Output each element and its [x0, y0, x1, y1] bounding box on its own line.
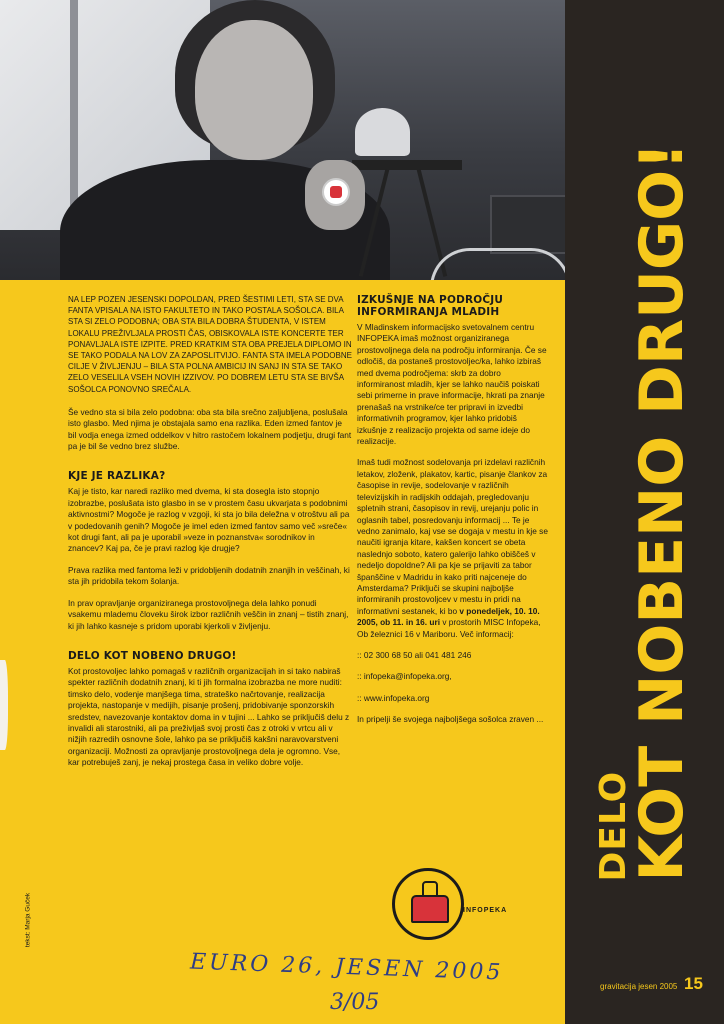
logo-wordmark: INFOPEKA — [463, 907, 508, 914]
paragraph: Kot prostovoljec lahko pomagaš v različnih organizacijah in si tako nabiraš spekter različnih dodatnih znanj, ki ti jih formalna izobrazba ne more nuditi: timsko delo, vodenje manjšega tima, strateško načrtovanje, realizacija projekta, nastopanje v medijih, pisanje prošenj, pridobivanje sponzorskih sredstev, navezovanje kontaktov doma in v tujini ... Lahko se priključiš delu z invalidi ali starostniki, ali pa preživljaš svoj prosti čas z otroki v vrtcu ali v nižjih razredih osnovne šole, lahko pa se priključiš kakšni naravovarstveni organizaciji. Možnosti za opravljanje prostovoljnega dela je ogromno. Vse, kar potrebuješ zanj, je nekaj prostega časa in veliko dobre volje. — [68, 665, 350, 768]
paragraph: Kaj je tisto, kar naredi razliko med dvema, ki sta dosegla isto stopnjo izobrazbe, poslušata isto glasbo in se v prostem času ukvarjata s podobnimi aktivnostmi? Mogoče je razlog v vzgoji, ki sta jo bila deležna v otroštvu ali pa v podedovanih genih? Mogoče je imel eden izmed fantov samo več »sreče« kot drugi fant, ali pa je uporabil »veze in poznanstva« sorodnikov in znancev? Kaj pa, če je pravi razlog kje drugje? — [68, 486, 350, 554]
article-column-left — [68, 294, 352, 779]
article-column-right — [357, 294, 549, 736]
section-heading: DELO KOT NOBENO DRUGO! — [68, 649, 237, 662]
vertical-title — [593, 142, 697, 882]
page-number: 15 — [684, 974, 703, 993]
section-heading: KJE JE RAZLIKA? — [68, 470, 166, 483]
photo-girl-with-badge — [0, 0, 565, 280]
handwritten-note: EURO 26, JESEN 2005 — [189, 949, 504, 986]
paragraph: V Mladinskem informacijsko svetovalnem centru INFOPEKA imaš možnost organiziranega prostovoljnega dela na področju informiranja. Če se odločiš, da postaneš prostovoljec/ka, lahko izbiraš med dvema področjema: skrb za dobro informiranost mladih, kjer se lahko naučiš poiskati sebi primerne in prave informacije, hkrati pa znanje prenašaš na vrstnike/ce ter pripravi in izvedbi informativnih programov, kjer lahko pridobiš izkušnje z realizacijo projekta od same ideje do realizacije. — [357, 322, 547, 447]
contact-email: :: infopeka@infopeka.org, — [357, 671, 452, 682]
paragraph — [357, 457, 549, 640]
paragraph: In pripelji še svojega najboljšega sošolca zraven ... — [357, 714, 544, 725]
section-heading: IZKUŠNJE NA PODROČJU INFORMIRANJA MLADIH — [357, 294, 504, 318]
paragraph: Prava razlika med fantoma leži v pridobljenih dodatnih znanjih in veščinah, ki sta jih pridobila tekom šolanja. — [68, 564, 350, 587]
contact-web: :: www.infopeka.org — [357, 692, 430, 703]
infopeka-logo — [392, 868, 464, 940]
paragraph: In prav opravljanje organiziranega prostovoljnega dela lahko ponudi vsakemu mlademu človeku širok izbor različnih veščin in znanj – tistih znanj, ki jih lahko kasneje s pridom uporabi kjerkoli v življenju. — [68, 597, 349, 631]
badge-icon — [322, 178, 350, 206]
toaster-icon — [411, 895, 449, 923]
intro-paragraph: NA LEP POZEN JESENSKI DOPOLDAN, PRED ŠESTIMI LETI, STA SE DVA FANTA VPISALA NA ISTO FAKULTETO IN TAKO POSTALA SOŠOLCA. BILA STA SI ZELO PODOBNA; OBA STA BILA DOBRA ŠTUDENTA, V ISTEM LOKALU PREŽIVLJALA PROSTI ČAS, OBISKOVALA ISTE KONCERTE TER PONAVLJALA ISTE IZPITE. PRED KRATKIM STA OBA PREJELA DIPLOMO IN SE TAKO PODALA NA LOV ZA ZAPOSLITVIJO. FANTA STA IMELA PODOBNE CILJE V ŽIVLJENJU – BILA STA POLNA AMBICIJ IN SANJ IN STA SE TAKO ZELO VESELILA VSEH NOVIH IZZIVOV. PO DOBREM LETU STA SE BIVŠA SOŠOLCA PONOVNO SREČALA. — [68, 295, 352, 394]
title-line-2: KOT NOBENO DRUGO! — [627, 142, 697, 882]
meeting-date: v ponedeljek, 10. 10. 2005, ob 11. in 16. uri — [357, 605, 540, 628]
contact-phone: :: 02 300 68 50 ali 041 481 246 — [357, 649, 472, 660]
paragraph-text: v prostorih MISC Infopeka, Ob železnici 16 v Mariboru. Več informacij: — [357, 617, 541, 639]
title-line-1: DELO — [593, 770, 634, 882]
handwritten-note-issue: 3/05 — [330, 990, 380, 1015]
footer-publication: gravitacija jesen 2005 — [600, 982, 678, 991]
paragraph: Še vedno sta si bila zelo podobna: oba sta bila srečno zaljubljena, poslušala isto glasbo. Med njima je obstajala samo ena razlika. Eden izmed fantov je bil vodja enega izmed oddelkov v hitro rastočem lokalnem podjetju, drugi fant pa je bil še vedno brez službe. — [68, 406, 352, 452]
author-credit: tekst: Marja Guček — [24, 892, 32, 948]
paragraph-text: Imaš tudi možnost sodelovanja pri izdelavi različnih letakov, zloženk, plakatov, kartic, pisanje člankov za časopise in revije, sodelovanje v različnih televizijskih in radijskih oddajah, pregledovanju spletnih strani, časopisov in revij, urejanju polic in oglasnih tabel, posredovanju informacij ... Te je vedno zanimalo, kaj vse se dogaja v mestu in kje se naučiti igranja kitare, kakšen koncert se obeta naslednjo soboto, katero galerijo lahko obiščeš v nedeljo dopoldne? Ali pa kje se prijaviti za tabor španščine v Madridu in kako priti najceneje do Amsterdama? Priključi se skupini najboljše informiranih prostovoljcev v mestu in pridi na informativni sestanek, ki bo — [357, 457, 548, 616]
torn-edge — [0, 660, 8, 750]
